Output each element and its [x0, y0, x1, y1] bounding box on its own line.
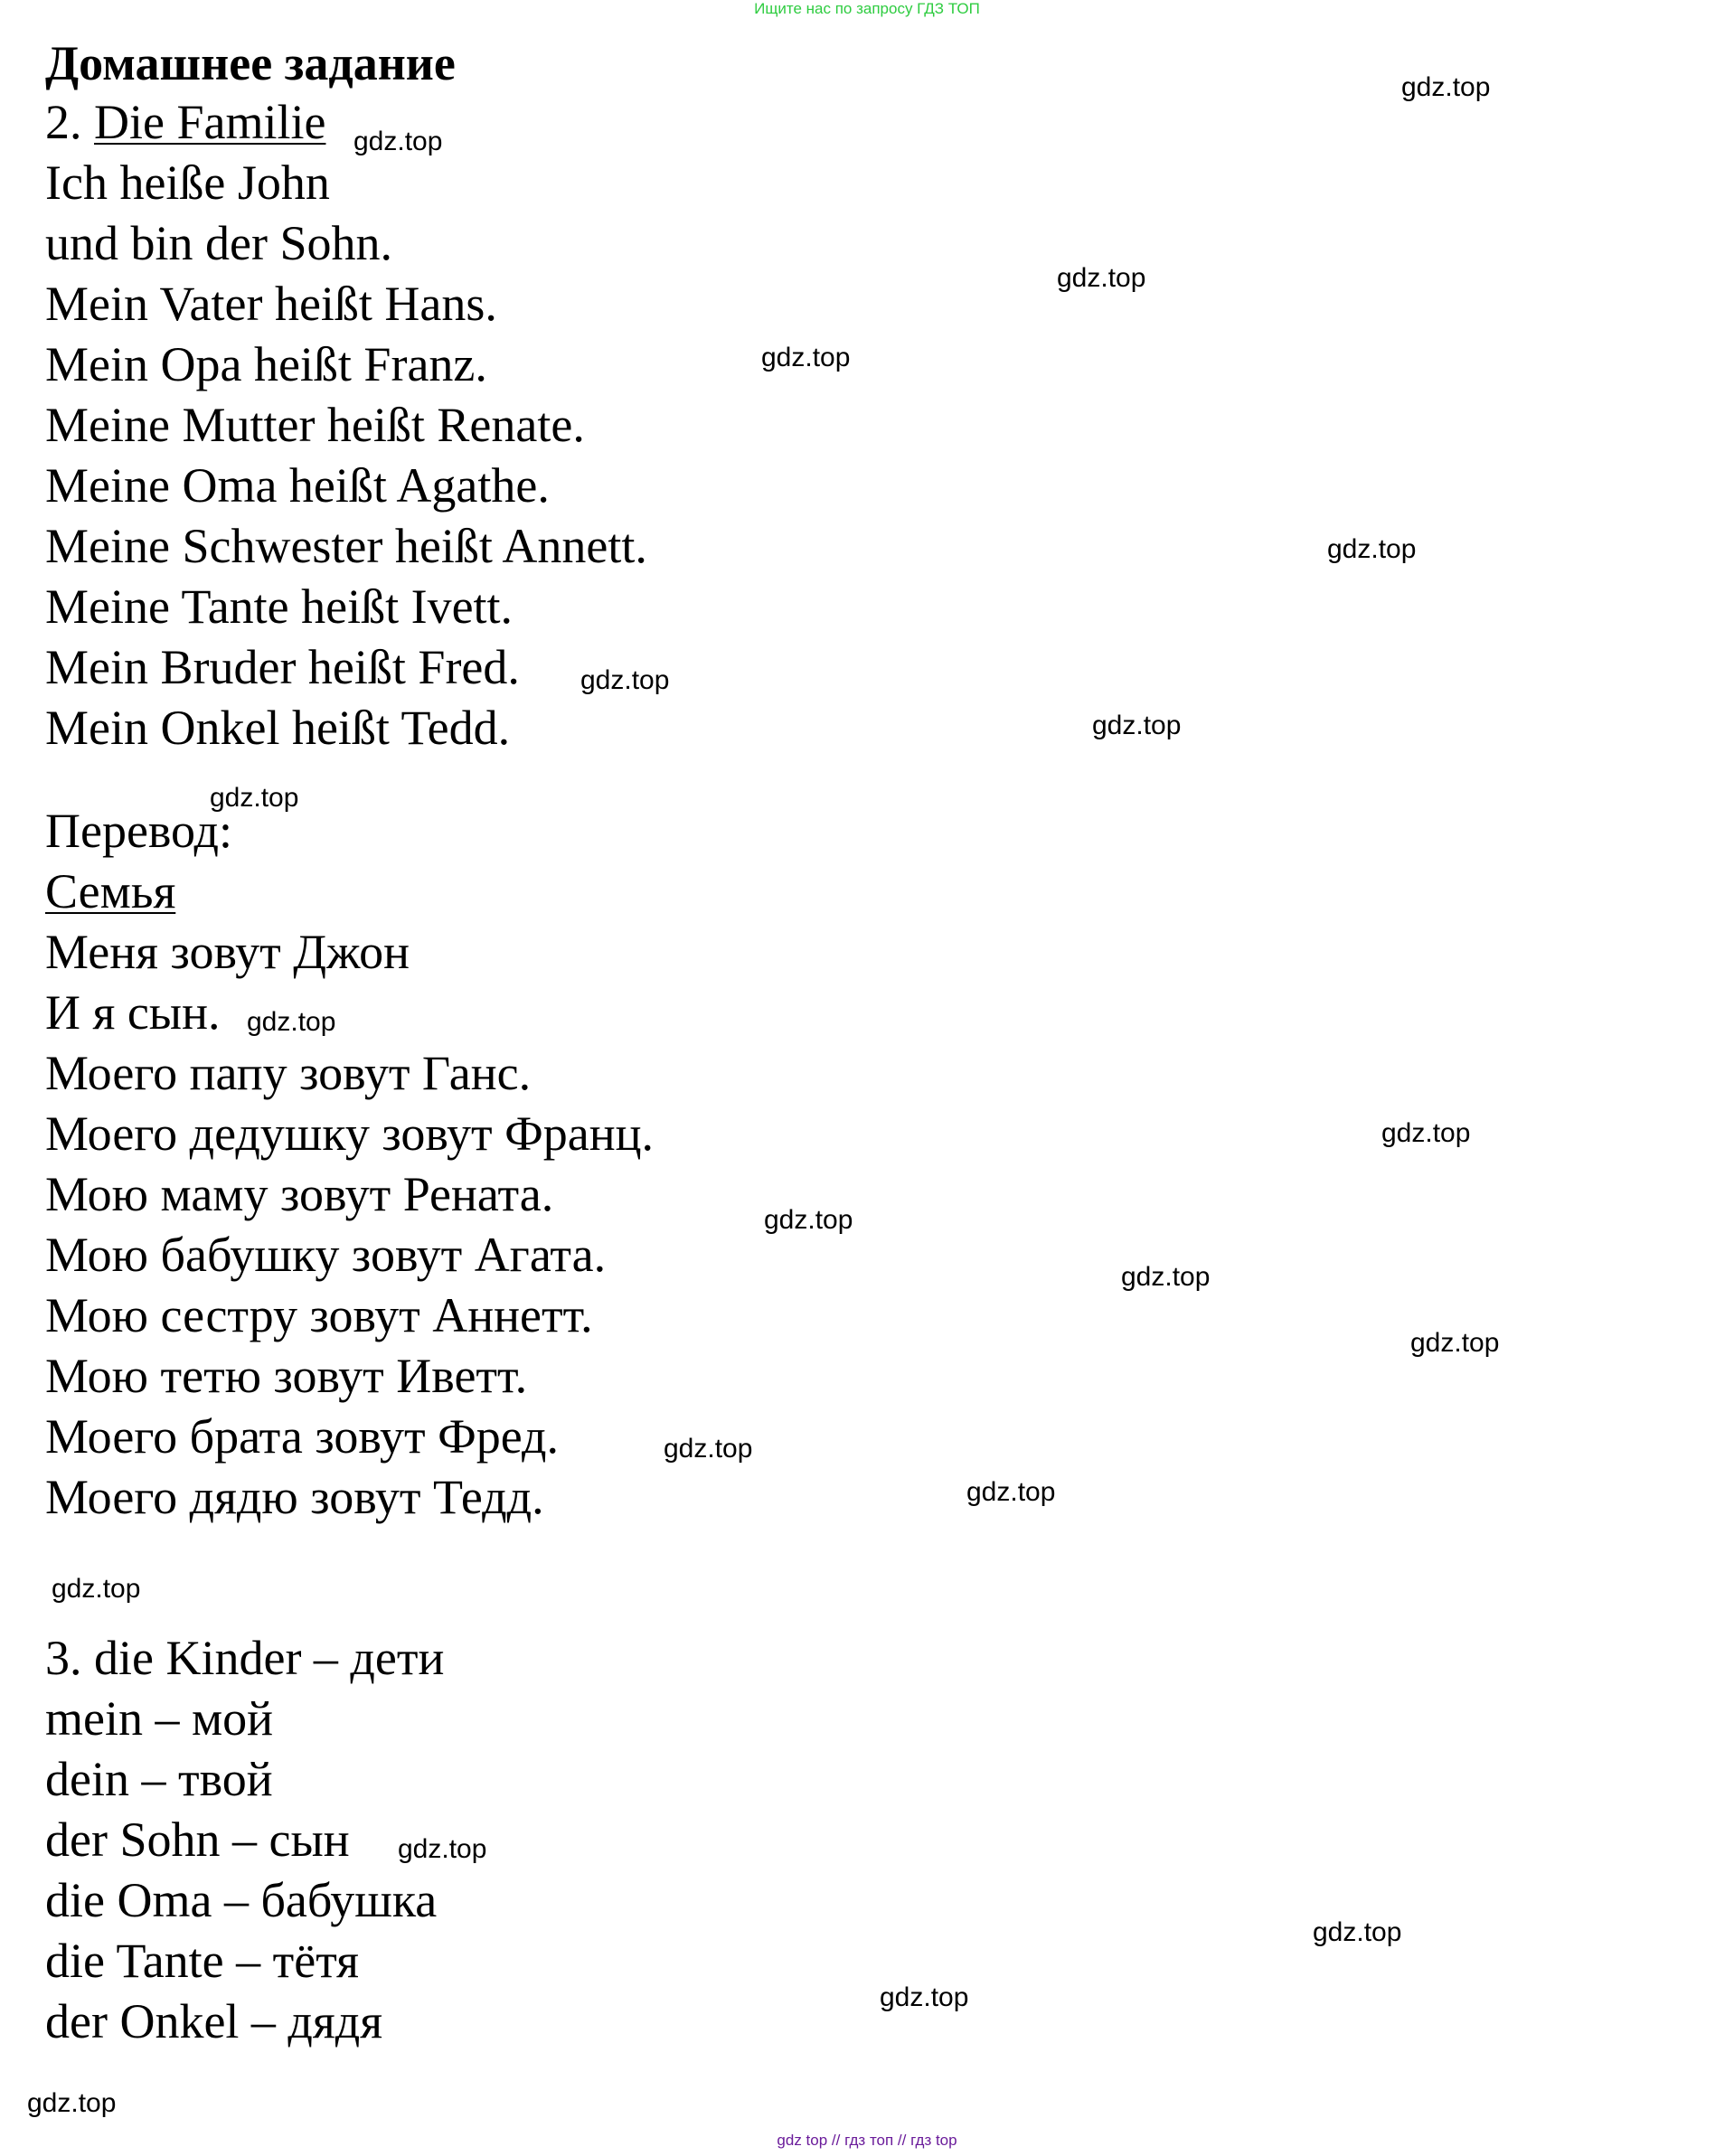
watermark: gdz.top: [247, 1007, 336, 1037]
translation-line: Моего дедушку зовут Франц.: [45, 1106, 655, 1161]
poem-line: Mein Onkel heißt Tedd.: [45, 701, 511, 755]
poem-line: Mein Bruder heißt Fred.: [45, 640, 520, 694]
poem-line: Meine Oma heißt Agathe.: [45, 458, 550, 513]
watermark: gdz.top: [880, 1982, 969, 2012]
watermark: gdz.top: [664, 1434, 753, 1464]
poem-line: Meine Schwester heißt Annett.: [45, 519, 647, 573]
watermark: gdz.top: [398, 1834, 487, 1864]
vocab-item: der Onkel – дядя: [45, 1994, 383, 2048]
translation-line: Мою тетю зовут Иветт.: [45, 1349, 528, 1403]
translation-line: Мою бабушку зовут Агата.: [45, 1228, 607, 1282]
watermark: gdz.top: [966, 1477, 1056, 1507]
translation-line: Моего дядю зовут Тедд.: [45, 1470, 544, 1524]
page-title: Домашнее задание: [45, 36, 456, 90]
task2-heading: [45, 92, 1311, 153]
watermark: gdz.top: [210, 783, 299, 813]
poem-line: Mein Opa heißt Franz.: [45, 337, 487, 391]
translation-line: Меня зовут Джон: [45, 925, 410, 979]
vocab-item: die Tante – тётя: [45, 1934, 359, 1988]
watermark: gdz.top: [1327, 534, 1417, 564]
bottom-banner: gdz top // гдз топ // гдз top: [777, 2132, 957, 2149]
translation-label: Перевод:: [45, 804, 232, 858]
watermark: gdz.top: [1410, 1328, 1500, 1358]
watermark: gdz.top: [764, 1205, 853, 1235]
translation-line: Моего брата зовут Фред.: [45, 1409, 560, 1464]
watermark: gdz.top: [52, 1574, 141, 1604]
poem-line: und bin der Sohn.: [45, 216, 392, 270]
watermark: gdz.top: [1092, 711, 1182, 740]
watermark: gdz.top: [1401, 72, 1491, 102]
poem-line: Ich heiße John: [45, 155, 330, 210]
watermark: gdz.top: [1313, 1917, 1402, 1947]
vocab-item: der Sohn – сын: [45, 1812, 350, 1867]
watermark: gdz.top: [580, 665, 670, 695]
vocab-item: mein – мой: [45, 1691, 274, 1746]
watermark: gdz.top: [761, 343, 851, 372]
task2-number: 2.: [45, 95, 82, 149]
poem-line: Meine Mutter heißt Renate.: [45, 398, 585, 452]
translation-line: И я сын.: [45, 985, 221, 1040]
translation-line: Мою маму зовут Рената.: [45, 1167, 554, 1221]
task2-title: Die Familie: [94, 95, 326, 149]
vocab-item: dein – твой: [45, 1752, 273, 1806]
task3-vocabulary: [45, 1628, 1311, 2052]
spacer: [45, 1528, 1311, 1628]
homework-document: [45, 34, 1311, 2052]
watermark: gdz.top: [1057, 263, 1146, 293]
poem-line: Mein Vater heißt Hans.: [45, 277, 497, 331]
translation-title: Семья: [45, 864, 176, 918]
poem-line: Meine Tante heißt Ivett.: [45, 579, 514, 634]
watermark: gdz.top: [353, 127, 443, 156]
watermark: gdz.top: [1381, 1118, 1471, 1148]
watermark: gdz.top: [1121, 1262, 1211, 1292]
watermark: gdz.top: [27, 2088, 117, 2118]
translation-line: Мою сестру зовут Аннетт.: [45, 1288, 593, 1342]
vocab-item: die Oma – бабушка: [45, 1873, 438, 1927]
top-search-banner: Ищите нас по запросу ГДЗ ТОП: [754, 0, 980, 17]
vocab-item: 3. die Kinder – дети: [45, 1631, 445, 1685]
translation-line: Моего папу зовут Ганс.: [45, 1046, 532, 1100]
poem-german: [45, 153, 1311, 758]
